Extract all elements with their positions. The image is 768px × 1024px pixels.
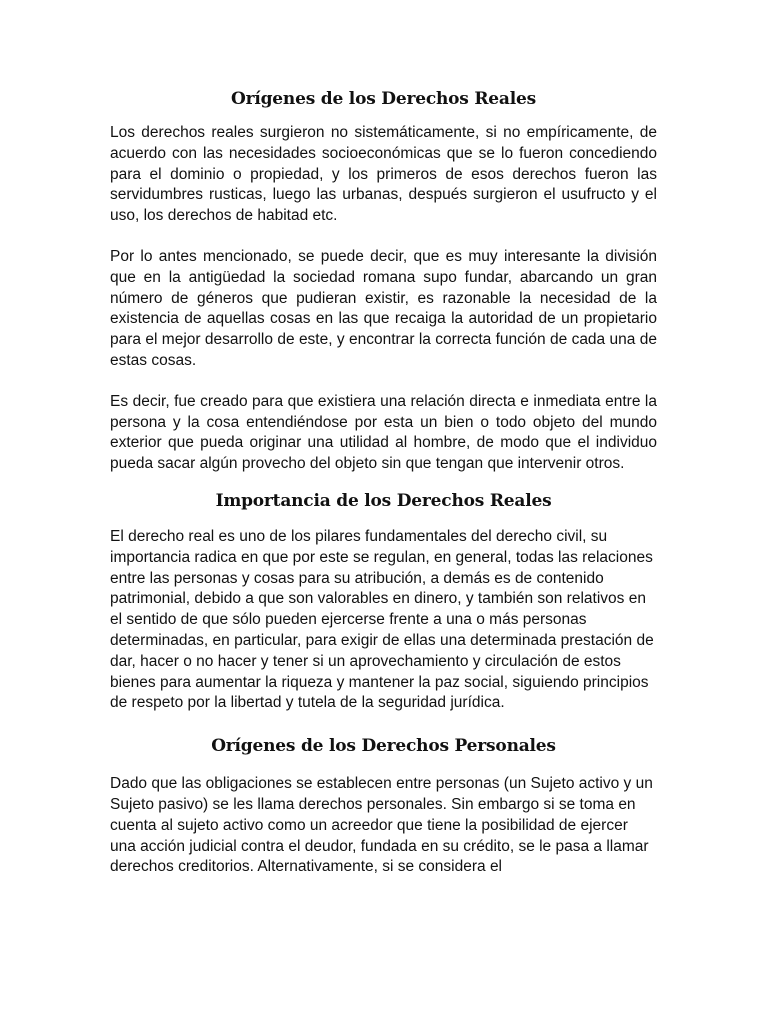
section-heading: Orígenes de los Derechos Personales: [211, 736, 556, 757]
paragraph: El derecho real es uno de los pilares fundamentales del derecho civil, su importancia radica en que por este se regulan, en general, todas las relaciones entre las personas y cosas para su atribución, a demás es de contenido patrimonial, debido a que son valorables en dinero, y también son relativos en el sentido de que sólo pueden ejercerse frente a una o más personas determinadas, en particular, para exigir de ellas una determinada prestación de dar, hacer o no hacer y tener si un aprovechamiento y circulación de estos bienes para aumentar la riqueza y mantener la paz social, siguiendo principios de respeto por la libertad y tutela de la seguridad jurídica.: [110, 527, 654, 712]
paragraph: Es decir, fue creado para que existiera una relación directa e inmediata entre la persona y la cosa entendiéndose por esta un bien o todo objeto del mundo exterior que pueda originar una utilidad al hombre, de modo que el individuo pueda sacar algún provecho del objeto sin que tengan que intervenir otros.: [110, 392, 657, 473]
paragraph: Por lo antes mencionado, se puede decir, que es muy interesante la división que en la antigüedad la sociedad romana supo fundar, abarcando un gran número de géneros que pudieran existir, es razonable la necesidad de la existencia de aquellas cosas en las que recaiga la autoridad de un propietario para el mejor desarrollo de este, y encontrar la correcta función de cada una de estas cosas.: [110, 247, 657, 369]
paragraph: Los derechos reales surgieron no sistemáticamente, si no empíricamente, de acuerdo con las necesidades socioeconómicas que se lo fueron concediendo para el dominio o propiedad, y los primeros de esos derechos fueron las servidumbres rusticas, luego las urbanas, después surgieron el usufructo y el uso, los derechos de habitad etc.: [110, 124, 657, 225]
section-heading: Orígenes de los Derechos Reales: [231, 89, 536, 109]
section-heading: Importancia de los Derechos Reales: [215, 490, 552, 511]
paragraph: Dado que las obligaciones se establecen entre personas (un Sujeto activo y un Sujeto pasivo) se les llama derechos personales. Sin embargo si se toma en cuenta al sujeto activo como un acreedor que tiene la posibilidad de ejercer una acción judicial contra el deudor, fundada en su crédito, se le pasa a llamar derechos creditorios. Alternativamente, si se considera el: [110, 775, 653, 876]
